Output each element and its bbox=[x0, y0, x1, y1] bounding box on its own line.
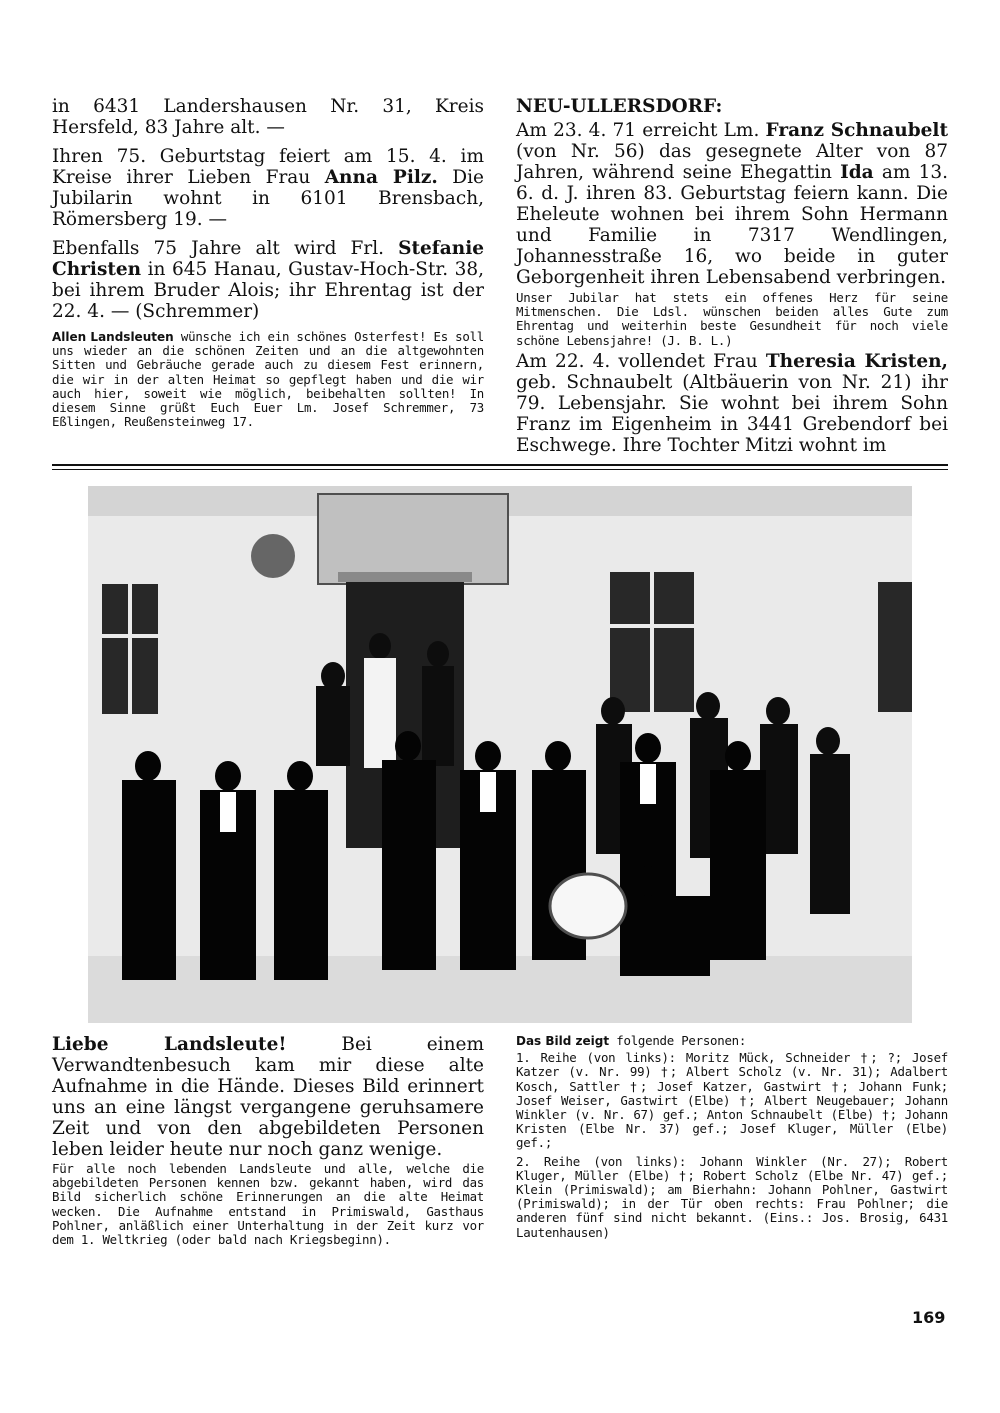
group-photo bbox=[88, 486, 912, 1023]
section-heading-neu-ullersdorf: NEU-ULLERSDORF: bbox=[516, 96, 723, 117]
text: Ihren 75. Geburtstag feiert am 15. 4. im Kreise ihrer Lieben Frau bbox=[52, 146, 484, 188]
paragraph-schnaubelt bbox=[516, 120, 948, 288]
horizontal-rule-top bbox=[52, 464, 948, 466]
paragraph-liebe-landsleute bbox=[52, 1034, 484, 1160]
caption-heading bbox=[516, 1034, 948, 1048]
paragraph-landershausen bbox=[52, 96, 484, 138]
caption-row-2: 2. Reihe (von links): Johann Winkler (Nr. 27); Robert Kluger, Müller (Elbe) †; Robert Scholz (Elbe Nr. 47) gef.; Klein (Primiswald); am Bierhahn: Johann Pohlner, Gastwirt (Primiswald); in der Tür oben rechts: Frau Pohlner; die anderen fünf sind nicht bekannt. (Eins.: Jos. Brosig, 6431 Lautenhausen) bbox=[516, 1153, 948, 1240]
easter-greeting bbox=[52, 330, 484, 429]
text: geb. Schnaubelt (Altbäuerin von Nr. 21) ihr 79. Lebensjahr. Sie wohnt bei ihrem Sohn Franz im Eigenheim in 3441 Grebendorf bei Eschwege. Ihre Tochter Mitzi wohnt im bbox=[516, 371, 948, 456]
text: in 6431 Landershausen Nr. 31, Kreis Hersfeld, 83 Jahre alt. — bbox=[52, 96, 484, 138]
right-bottom-column bbox=[516, 1034, 948, 1240]
lead-liebe-landsleute: Liebe Landsleute! bbox=[52, 1034, 287, 1055]
name-franz-schnaubelt: Franz Schnaubelt bbox=[765, 120, 948, 141]
text: (von Nr. 56) das gesegnete Alter von 87 Jahren, während seine Ehegattin bbox=[516, 141, 948, 183]
text: wünsche ich ein schönes Osterfest! Es soll uns wieder an die schönen Zeiten und an die altgewohnten Sitten und Gebräuche gerade auch zu diesem Fest erinnern, die wir in der alten Heimat so gepflegt haben und die wir auch hier, soweit wie möglich, beibehalten sollten! In diesem Sinne grüßt Euch Euer Lm. Josef Schremmer, 73 Eßlingen, Reußensteinweg 17. bbox=[52, 329, 484, 430]
name-theresia-kristen: Theresia Kristen, bbox=[765, 350, 948, 372]
easter-lead: Allen Landsleuten bbox=[52, 330, 174, 344]
paragraph-jubilar-small: Unser Jubilar hat stets ein offenes Herz für seine Mitmenschen. Die Ldsl. wünschen beiden alles Gute zum Ehrentag und weiterhin beste Gesundheit für noch viele schöne Lebensjahre! (J. B. L.) bbox=[516, 290, 948, 348]
text: Am 23. 4. 71 erreicht Lm. bbox=[516, 120, 766, 141]
name-anna-pilz: Anna Pilz. bbox=[324, 167, 438, 188]
paragraph-theresia-kristen bbox=[516, 351, 948, 456]
paragraph-stefanie-christen bbox=[52, 238, 484, 322]
name-stefanie-christen: Stefanie Christen bbox=[52, 238, 484, 280]
left-top-column bbox=[52, 96, 484, 429]
text: in 645 Hanau, Gustav-Hoch-Str. 38, bei ihrem Bruder Alois; ihr Ehrentag ist der 22. 4. — (Schremmer) bbox=[52, 259, 484, 322]
caption-lead: Das Bild zeigt bbox=[516, 1034, 610, 1048]
horizontal-rule-top-thin bbox=[52, 469, 948, 470]
text: Am 22. 4. vollendet Frau bbox=[516, 350, 766, 372]
text: Die Jubilarin wohnt in 6101 Brensbach, Römersberg 19. — bbox=[52, 167, 484, 230]
paragraph-anna-pilz bbox=[52, 146, 484, 230]
page-number: 169 bbox=[912, 1308, 946, 1327]
name-ida: Ida bbox=[840, 162, 874, 183]
caption-row-1: 1. Reihe (von links): Moritz Mück, Schneider †; ?; Josef Katzer (v. Nr. 99) †; Albert Scholz (v. Nr. 31); Adalbert Kosch, Sattler †; Josef Katzer, Gastwirt †; Johann Funk; Josef Weiser, Gastwirt (Elbe) †; Albert Neugebauer; Johann Winkler (v. Nr. 67) gef.; Anton Schnaubelt (Elbe) †; Johann Kristen (Elbe Nr. 37) gef.; Josef Kluger, Müller (Elbe) gef.; bbox=[516, 1050, 948, 1151]
left-bottom-column bbox=[52, 1034, 484, 1247]
text: folgende Personen: bbox=[609, 1033, 747, 1048]
text: Ebenfalls 75 Jahre alt wird Frl. bbox=[52, 238, 399, 259]
text: Bei einem Verwandtenbesuch kam mir diese alte Aufnahme in die Hände. Dieses Bild erinnert uns an eine längst vergangene geruhsamere Zeit und von den abgebildeten Personen leben leider heute nur noch ganz wenige. bbox=[52, 1034, 485, 1160]
text: am 13. 6. d. J. ihren 83. Geburtstag feiern kann. Die Eheleute wohnen bei ihrem Sohn Hermann und Familie in 7317 Wendlingen, Johannesstraße 16, wo beide in guter Geborgenheit ihren Lebensabend verbringen. bbox=[516, 162, 948, 288]
paragraph-photo-origin: Für alle noch lebenden Landsleute und alle, welche die abgebildeten Personen kennen bzw. gekannt haben, wird das Bild sicherlich schöne Erinnerungen an die alte Heimat wecken. Die Aufnahme entstand in Primiswald, Gasthaus Pohlner, anläßlich einer Unterhaltung in der Zeit kurz vor dem 1. Weltkrieg (oder bald nach Kriegsbeginn). bbox=[52, 1161, 484, 1248]
photo-illustration bbox=[88, 486, 912, 1023]
right-top-column bbox=[516, 96, 948, 464]
